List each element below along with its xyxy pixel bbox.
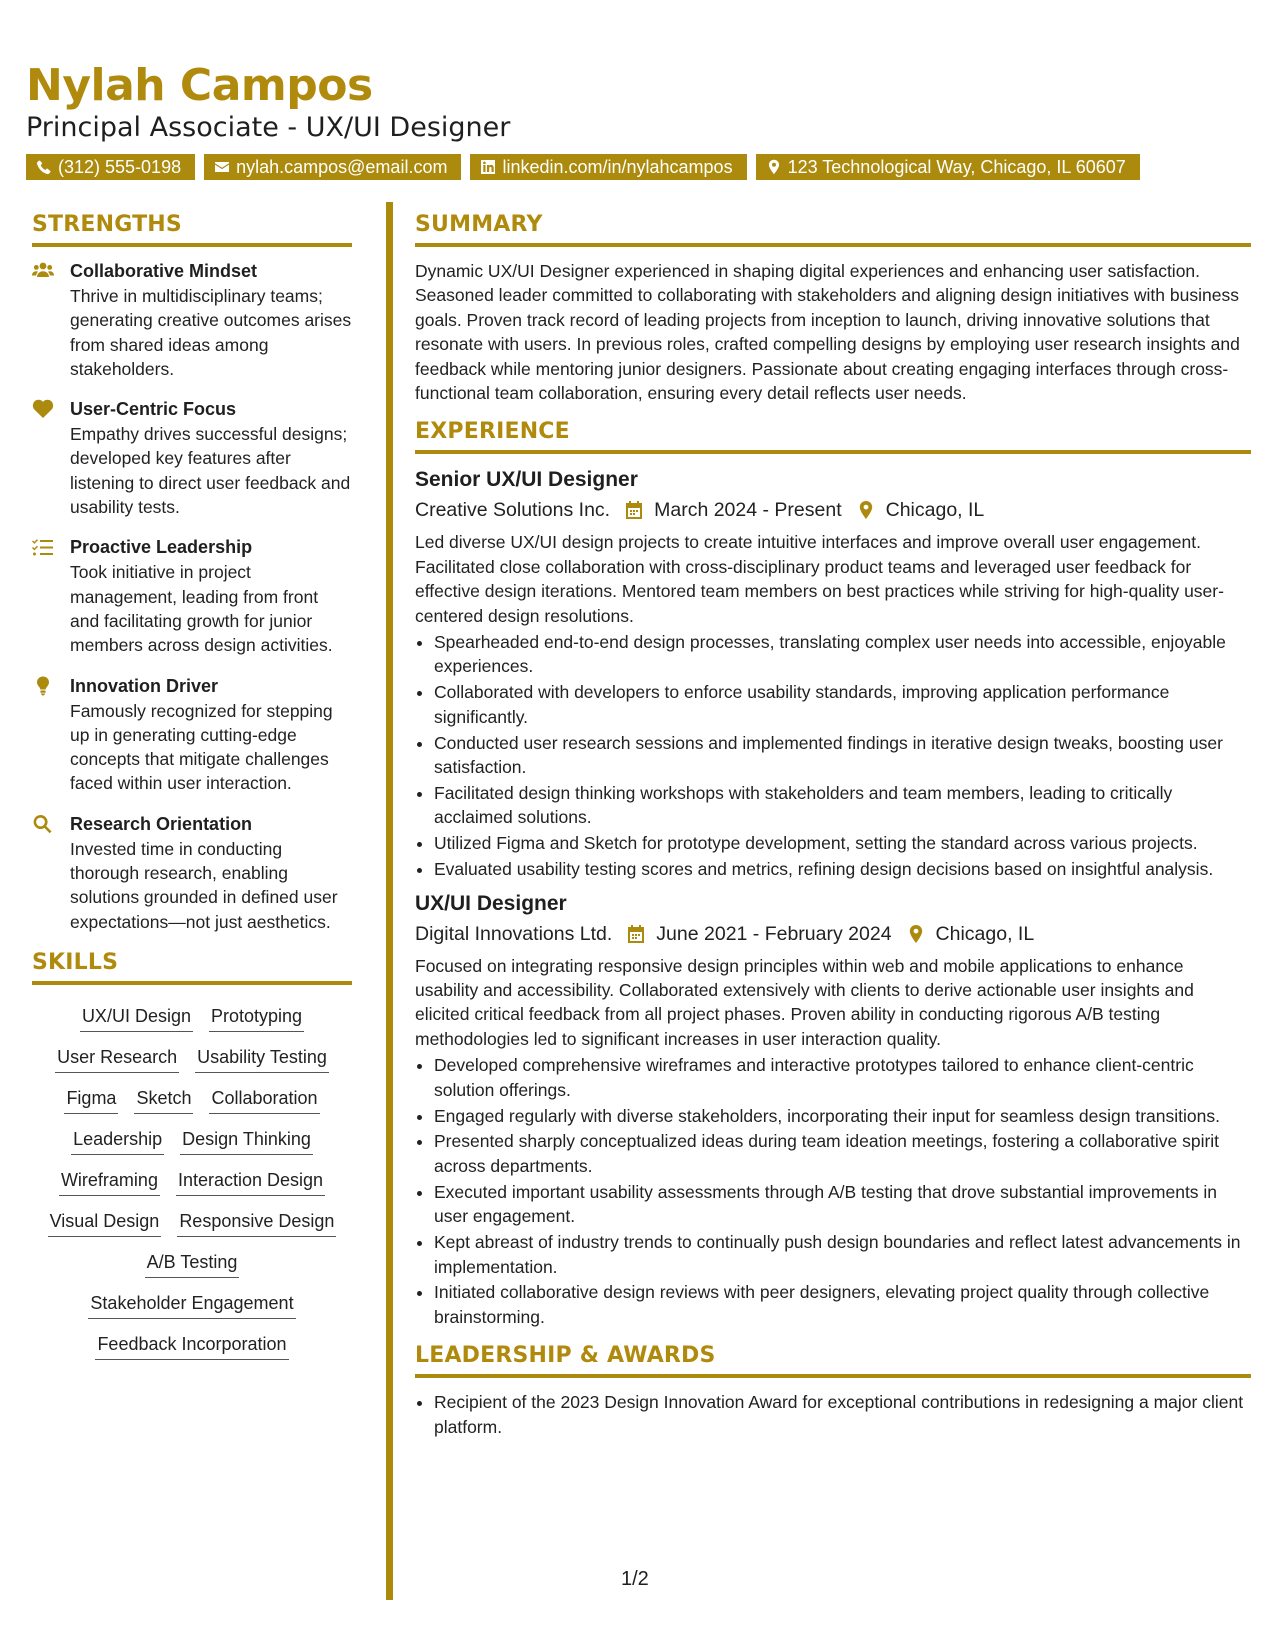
strength-title: User-Centric Focus <box>70 399 237 420</box>
lightbulb-icon <box>32 676 54 696</box>
strength-item <box>32 674 352 796</box>
job-description: Focused on integrating responsive design principles within web and mobile applications to enhance usability and accessibility. Collaborated extensively with clients to derive actionable user insights and elicited critical feedback from all project phases. Proven ability in conducting rigorous A/B testing methodologies led to significant increases in user interaction quality. <box>415 955 1194 1049</box>
strength-desc: Famously recognized for stepping up in generating cutting-edge concepts that mitigate challenges faced within user interaction. <box>70 700 333 794</box>
job-bullet: • Facilitated design thinking workshops with stakeholders and team members, leading to critically acclaimed solutions. <box>434 781 1251 830</box>
job-dates: June 2021 - February 2024 <box>656 922 892 945</box>
award-item: • Recipient of the 2023 Design Innovation Award for exceptional contributions in redesigning a major client platform. <box>434 1390 1251 1439</box>
job-bullet: • Initiated collaborative design reviews with peer designers, elevating project quality through collective brainstorming. <box>434 1280 1251 1329</box>
heart-icon <box>32 399 54 419</box>
skill-tag: Wireframing <box>59 1167 160 1196</box>
list-check-icon <box>32 537 54 557</box>
job-role: UX/UI Designer <box>415 891 567 915</box>
job-bullet: • Conducted user research sessions and implemented findings in iterative design tweaks, boosting user satisfaction. <box>434 731 1251 780</box>
skill-tag: Responsive Design <box>177 1208 336 1237</box>
skill-tag: Stakeholder Engagement <box>88 1290 295 1319</box>
email-text: nylah.campos@email.com <box>236 156 448 177</box>
contact-bar <box>26 154 1140 180</box>
job-role: Senior UX/UI Designer <box>415 468 638 492</box>
address-text: 123 Technological Way, Chicago, IL 60607 <box>787 156 1126 177</box>
column-divider <box>386 202 393 1600</box>
strength-title: Collaborative Mindset <box>70 261 258 281</box>
job-company: Digital Innovations Ltd. <box>415 922 613 945</box>
candidate-name: Nylah Campos <box>26 60 373 111</box>
summary-text: Dynamic UX/UI Designer experienced in shaping digital experiences and enhancing user satisfaction. Seasoned leader committed to collaborating with stakeholders and aligning design initiatives with business goals. Proven track record of leading projects from inception to launch, driving innovative solutions that resonate with users. In previous roles, crafted compelling designs by employing user research insights and feedback while mentoring junior designers. Passionate about creating engaging interfaces through cross-functional team collaboration, ensuring every detail reflects user needs. <box>415 261 1240 404</box>
skill-tag: Design Thinking <box>180 1126 313 1155</box>
strength-title: Research Orientation <box>70 813 253 834</box>
skill-tag: Usability Testing <box>195 1044 329 1073</box>
awards-list <box>415 1390 1251 1439</box>
left-column <box>32 212 352 1360</box>
job-bullet: • Kept abreast of industry trends to continually push design boundaries and reflect latest advancements in implementation. <box>434 1230 1251 1279</box>
candidate-title: Principal Associate - UX/UI Designer <box>26 112 511 143</box>
skill-tag: Visual Design <box>48 1208 162 1237</box>
job-entry <box>415 890 1251 1330</box>
skill-tag: Sketch <box>134 1085 193 1114</box>
job-bullet: • Spearheaded end-to-end design processes, translating complex user needs into accessible, enjoyable experiences. <box>434 630 1251 679</box>
right-column <box>415 212 1251 1447</box>
skill-tag: Prototyping <box>209 1003 304 1032</box>
job-bullet: • Developed comprehensive wireframes and interactive prototypes tailored to enhance client-centric solution offerings. <box>434 1053 1251 1102</box>
contact-linkedin[interactable] <box>470 154 746 180</box>
strengths-heading: STRENGTHS <box>32 212 352 247</box>
strength-desc: Empathy drives successful designs; developed key features after listening to direct user feedback and usability tests. <box>70 424 351 518</box>
job-dates: March 2024 - Present <box>654 499 842 522</box>
strength-title: Proactive Leadership <box>70 537 253 558</box>
skill-tag: UX/UI Design <box>80 1003 193 1032</box>
job-company: Creative Solutions Inc. <box>415 499 611 522</box>
linkedin-icon <box>480 159 496 175</box>
strength-item <box>32 812 352 934</box>
envelope-icon <box>214 159 230 175</box>
map-pin-icon <box>856 500 876 520</box>
strength-title: Innovation Driver <box>70 675 219 696</box>
strength-desc: Invested time in conducting thorough research, enabling solutions grounded in defined user expectations—not just aesthetics. <box>70 838 338 932</box>
map-pin-icon <box>906 924 926 944</box>
contact-address[interactable] <box>756 154 1140 180</box>
contact-email[interactable] <box>204 154 461 180</box>
job-bullet: • Engaged regularly with diverse stakeholders, incorporating their input for seamless design transitions. <box>434 1104 1251 1128</box>
skill-tag: Interaction Design <box>176 1167 325 1196</box>
job-location: Chicago, IL <box>935 922 1035 945</box>
job-entry <box>415 466 1251 881</box>
strength-item <box>32 397 352 519</box>
job-description: Led diverse UX/UI design projects to create intuitive interfaces and improve overall user engagement. Facilitated close collaboration with cross-disciplinary product teams and leveraged user feedback for effective design iterations. Mentored team members on best practices while striving for high-quality user-centered design resolutions. <box>415 532 1224 626</box>
job-bullet: • Collaborated with developers to enforce usability standards, improving application performance significantly. <box>434 680 1251 729</box>
job-bullets <box>415 630 1251 882</box>
experience-heading: EXPERIENCE <box>415 419 1251 454</box>
strength-item <box>32 259 352 381</box>
skills-heading: SKILLS <box>32 950 352 985</box>
skill-tag: Collaboration <box>209 1085 319 1114</box>
phone-text: (312) 555-0198 <box>58 156 182 177</box>
job-location: Chicago, IL <box>885 499 985 522</box>
linkedin-text: linkedin.com/in/nylahcampos <box>502 156 733 177</box>
calendar-icon <box>626 924 646 944</box>
search-icon <box>32 814 54 834</box>
job-bullet: • Presented sharply conceptualized ideas during team ideation meetings, fostering a collaborative spirit across departments. <box>434 1129 1251 1178</box>
users-icon <box>32 261 54 281</box>
strength-desc: Took initiative in project management, leading from front and facilitating growth for junior members across design activities. <box>70 562 333 656</box>
skill-tag: Feedback Incorporation <box>95 1331 288 1360</box>
skills-list <box>32 997 352 1360</box>
contact-phone[interactable] <box>26 154 195 180</box>
map-pin-icon <box>766 159 782 175</box>
skill-tag: User Research <box>55 1044 179 1073</box>
job-bullets <box>415 1053 1251 1329</box>
strength-desc: Thrive in multidisciplinary teams; generating creative outcomes arises from shared ideas among stakeholders. <box>70 286 352 379</box>
skill-tag: Leadership <box>71 1126 164 1155</box>
page-number: 1/2 <box>621 1568 649 1590</box>
summary-heading: SUMMARY <box>415 212 1251 247</box>
phone-icon <box>36 159 52 175</box>
skill-tag: A/B Testing <box>145 1249 240 1278</box>
skill-tag: Figma <box>64 1085 118 1114</box>
calendar-icon <box>624 500 644 520</box>
job-meta <box>415 920 1251 948</box>
strength-item <box>32 535 352 657</box>
awards-heading: LEADERSHIP & AWARDS <box>415 1343 1251 1378</box>
job-bullet: • Executed important usability assessments through A/B testing that drove substantial improvements in user engagement. <box>434 1180 1251 1229</box>
job-bullet: • Evaluated usability testing scores and metrics, refining design decisions based on insightful analysis. <box>434 857 1251 881</box>
job-meta <box>415 496 1251 524</box>
job-bullet: • Utilized Figma and Sketch for prototype development, setting the standard across various projects. <box>434 831 1251 855</box>
